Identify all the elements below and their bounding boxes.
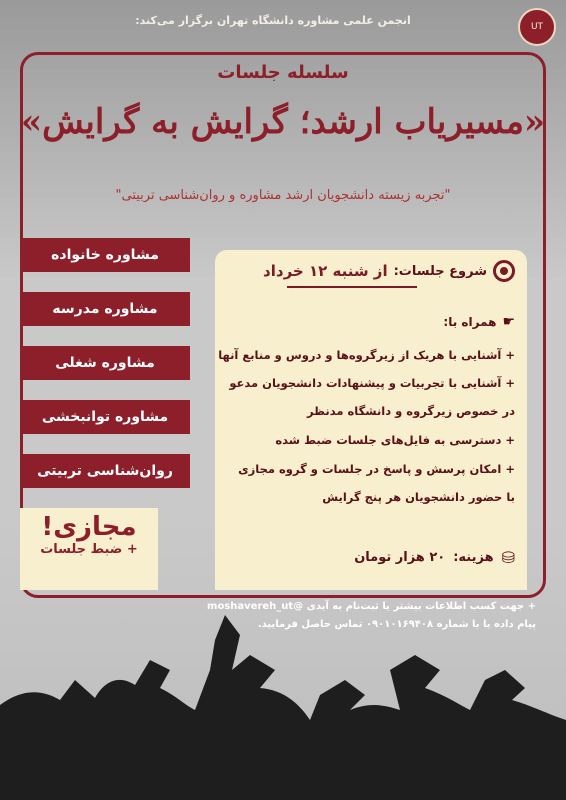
silhouette-shape xyxy=(0,615,566,800)
info-card xyxy=(215,250,527,590)
cost-row xyxy=(354,548,515,567)
start-row xyxy=(225,260,515,282)
logo-text: UT xyxy=(530,22,544,32)
organizer-line: انجمن علمی مشاوره دانشگاه تهران برگزار می‌کند: xyxy=(135,14,411,27)
cost-label: هزینه: xyxy=(453,550,494,565)
feature-line: با حضور دانشجویان هر پنج گرایش xyxy=(322,490,515,504)
start-underline xyxy=(287,286,417,288)
feature-line: + امکان پرسش و پاسخ در جلسات و گروه مجازی xyxy=(238,462,515,476)
with-row xyxy=(443,314,515,330)
tag-school-counseling: مشاوره مدرسه xyxy=(20,292,190,326)
virtual-box xyxy=(20,508,158,590)
series-label: سلسله جلسات xyxy=(217,62,349,83)
virtual-title: مجازی! xyxy=(41,512,137,542)
tag-career-counseling: مشاوره شغلی xyxy=(20,346,190,380)
feature-line: + آشنایی با تجربیات و پیشنهادات دانشجویان مدعو xyxy=(229,376,515,390)
pointing-hand-icon: ☛ xyxy=(502,314,515,330)
feature-line: در خصوص زیرگروه و دانشگاه مدنظر xyxy=(307,404,515,418)
tag-family-counseling: مشاوره خانواده xyxy=(20,238,190,272)
contact-line-2: پیام داده یا با شماره ۰۹۰۱۰۱۶۹۴۰۸ تماس حاصل فرمایید. xyxy=(257,619,536,630)
tag-rehab-counseling: مشاوره توانبخشی xyxy=(20,400,190,434)
virtual-note: + ضبط جلسات xyxy=(40,542,138,557)
with-label: همراه با: xyxy=(443,315,497,329)
graduates-silhouette xyxy=(0,610,566,800)
cost-value: ۲۰ هزار تومان xyxy=(354,550,446,565)
feature-line: + دسترسی به فایل‌های جلسات ضبط شده xyxy=(275,433,515,447)
start-value: از شنبه ۱۲ خرداد xyxy=(263,262,388,280)
coins-icon: ⛁ xyxy=(501,548,515,567)
target-icon xyxy=(493,260,515,282)
feature-line: + آشنایی با هریک از زیرگروه‌ها و دروس و منابع آنها xyxy=(218,348,515,362)
tag-educational-psychology: روان‌شناسی تربیتی xyxy=(20,454,190,488)
contact-line-1: + جهت کسب اطلاعات بیشتر یا ثبت‌نام به آیدی @moshavereh_ut xyxy=(207,601,536,612)
event-subtitle: "تجربه زیسته دانشجویان ارشد مشاوره و روان‌شناسی تربیتی" xyxy=(115,188,451,203)
university-logo xyxy=(518,8,556,46)
start-label: شروع جلسات: xyxy=(393,263,487,279)
event-title: «مسیریاب ارشد؛ گرایش به گرایش» xyxy=(20,102,546,142)
